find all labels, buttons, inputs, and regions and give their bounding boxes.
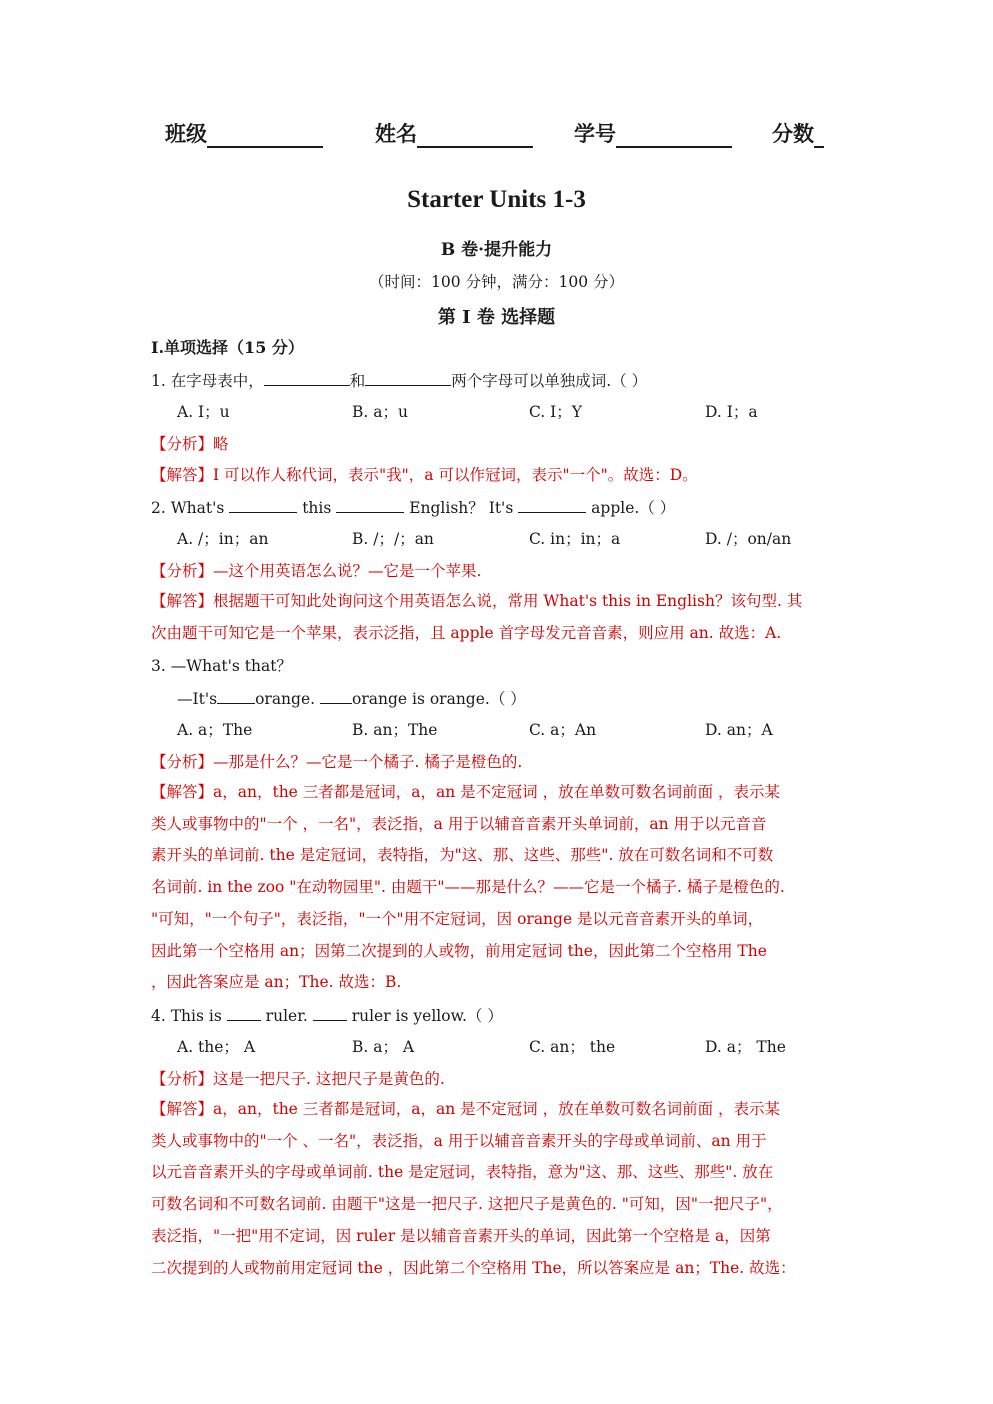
name-field xyxy=(375,118,533,148)
question-3-stem: 3. —What's that？ xyxy=(151,657,292,675)
answer-line: 表泛指，"一把"用不定词，因 ruler 是以辅音音素开头的单词，因此第一个空格是 a，因第 xyxy=(151,1226,771,1245)
student-id-field xyxy=(574,118,732,148)
question-3-text: orange is orange.（ ） xyxy=(352,690,526,708)
question-1-text: 1. 在字母表中， xyxy=(151,372,264,390)
answer-blank xyxy=(227,1005,261,1021)
answer-blank xyxy=(217,688,255,704)
answer-line: 【解答】a，an，the 三者都是冠词，a，an 是不定冠词 ，放在单数可数名词前面 ，表示某 xyxy=(151,783,781,801)
score-label: 分数 xyxy=(772,121,814,146)
answer-line: 以元音音素开头的字母或单词前. the 是定冠词，表特指，意为"这、那、这些、那些". 放在 xyxy=(151,1163,774,1182)
question-2-text: English？ It's xyxy=(409,499,514,517)
answer-blank xyxy=(313,1005,347,1021)
question-1-text: 和 xyxy=(349,372,366,390)
question-2-text: 2. What's xyxy=(151,499,225,517)
answer-line: 因此第一个空格用 an；因第二次提到的人或物，前用定冠词 the，因此第二个空格用 The xyxy=(151,941,767,960)
question-2-text: apple.（ ） xyxy=(591,499,676,517)
answer-line: 可数名词和不可数名词前. 由题干"这是一把尺子. 这把尺子是黄色的. "可知，因"一把尺子"， xyxy=(151,1195,783,1214)
question-3-text: —It's xyxy=(177,690,218,708)
analysis-text: 【分析】这是一把尺子. 这把尺子是黄色的. xyxy=(151,1070,445,1088)
paper-subtitle: B 卷·提升能力 xyxy=(440,240,553,260)
answer-blank xyxy=(229,497,297,513)
answer-line: 素开头的单词前. the 是定冠词，表特指，为"这、那、这些、那些". 放在可数名词和不可数 xyxy=(151,846,774,865)
page-title: Starter Units 1-3 xyxy=(407,186,586,213)
question-2-stem xyxy=(151,497,851,518)
time-info: （时间：100 分钟，满分：100 分） xyxy=(368,273,625,291)
option-b: B. an；The xyxy=(352,721,438,739)
question-4-stem xyxy=(151,1005,851,1026)
answer-paragraph xyxy=(151,777,851,999)
answer-paragraph xyxy=(151,586,851,649)
analysis-text: 【分析】—这个用英语怎么说？—它是一个苹果. xyxy=(151,562,482,580)
class-field xyxy=(165,118,323,148)
score-blank xyxy=(814,122,824,148)
answer-line: "可知，"一个句子"，表泛指，"一个"用不定冠词，因 orange 是以元音音素开头的单词， xyxy=(151,909,764,928)
answer-line: 类人或事物中的"一个 ，一名"，表泛指，a 用于以辅音音素开头单词前，an 用于以元音音 xyxy=(151,814,767,833)
option-d: D. a； The xyxy=(705,1038,786,1056)
question-1-stem xyxy=(151,370,851,391)
answer-line: 二次提到的人或物前用定冠词 the ，因此第二个空格用 The，所以答案应是 an；The. 故选： xyxy=(151,1258,796,1277)
volume-heading: 第 I 卷 选择题 xyxy=(437,307,556,328)
class-blank xyxy=(207,122,323,148)
option-b: B. a； A xyxy=(352,1038,415,1056)
name-blank xyxy=(417,122,533,148)
option-c: C. an； the xyxy=(529,1038,616,1056)
question-4-text: ruler. xyxy=(265,1007,308,1025)
option-c: C. a；An xyxy=(529,721,597,739)
answer-line: ，因此答案应是 an；The. 故选：B. xyxy=(151,973,402,992)
answer-line: 【解答】根据题干可知此处询问这个用英语怎么说，常用 What's this in English？该句型. 其 xyxy=(151,592,803,610)
section-heading: I.单项选择（15 分） xyxy=(151,338,304,357)
question-4-text: ruler is yellow.（ ） xyxy=(351,1007,503,1025)
question-3-text: orange. xyxy=(255,690,316,708)
answer-text: 【解答】I 可以作人称代词，表示"我"，a 可以作冠词，表示"一个"。故选：D。 xyxy=(151,466,698,484)
answer-line: 类人或事物中的"一个 、一名"，表泛指，a 用于以辅音音素开头的字母或单词前、an 用于 xyxy=(151,1131,767,1150)
answer-paragraph xyxy=(151,1094,851,1284)
option-c: C. I；Y xyxy=(529,403,583,421)
answer-blank xyxy=(365,370,451,386)
option-d: D. /；on/an xyxy=(705,530,792,548)
option-d: D. an；A xyxy=(705,721,773,739)
question-2-text: this xyxy=(302,499,332,517)
answer-blank xyxy=(336,497,404,513)
question-4-text: 4. This is xyxy=(151,1007,222,1025)
class-label: 班级 xyxy=(165,121,207,146)
option-a: A. I；u xyxy=(177,403,230,421)
option-c: C. in；in；a xyxy=(529,530,621,548)
answer-line: 次由题干可知它是一个苹果，表示泛指，且 apple 首字母发元音音素，则应用 an. 故选：A. xyxy=(151,623,782,642)
answer-blank xyxy=(320,688,352,704)
score-field xyxy=(772,118,824,148)
analysis-text: 【分析】—那是什么？—它是一个橘子. 橘子是橙色的. xyxy=(151,753,523,771)
student-id-label: 学号 xyxy=(574,121,616,146)
answer-line: 【解答】a，an，the 三者都是冠词，a，an 是不定冠词 ，放在单数可数名词前面 ，表示某 xyxy=(151,1100,781,1118)
name-label: 姓名 xyxy=(375,121,417,146)
option-d: D. I；a xyxy=(705,403,758,421)
question-3-dialogue xyxy=(177,688,877,709)
option-a: A. a；The xyxy=(177,721,253,739)
analysis-text: 【分析】略 xyxy=(151,435,229,453)
student-id-blank xyxy=(616,122,732,148)
question-1-text: 两个字母可以单独成词.（ ） xyxy=(451,372,648,390)
option-a: A. /；in；an xyxy=(177,530,269,548)
answer-line: 名词前. in the zoo "在动物园里". 由题干"——那是什么？——它是一个橘子. 橘子是橙色的. xyxy=(151,878,785,897)
option-a: A. the； A xyxy=(177,1038,256,1056)
answer-blank xyxy=(518,497,586,513)
option-b: B. a；u xyxy=(352,403,408,421)
answer-blank xyxy=(264,370,350,386)
option-b: B. /；/；an xyxy=(352,530,434,548)
